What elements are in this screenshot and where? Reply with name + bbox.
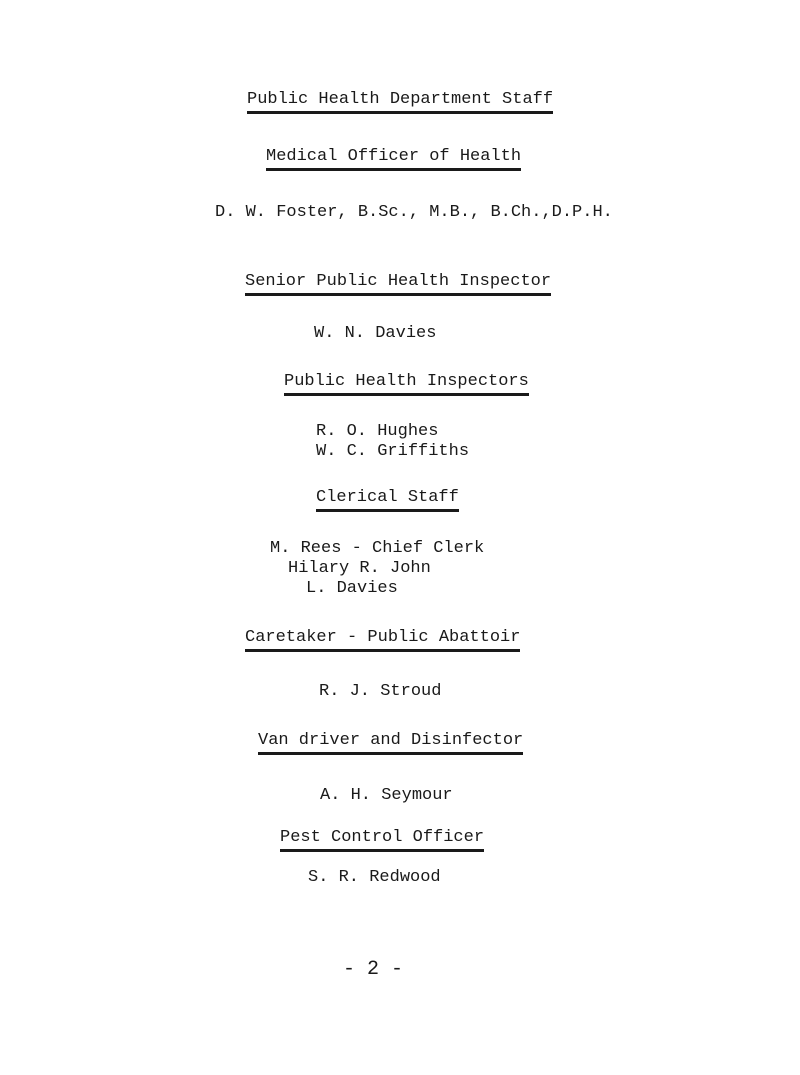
staff-name: W. C. Griffiths (316, 442, 470, 461)
section-heading-van-driver: Van driver and Disinfector (258, 731, 523, 755)
page-number: - 2 - (343, 958, 404, 981)
staff-name: W. N. Davies (314, 324, 437, 343)
staff-name: D. W. Foster, B.Sc., M.B., B.Ch.,D.P.H. (215, 203, 613, 222)
staff-name: R. J. Stroud (319, 682, 442, 701)
section-heading-caretaker: Caretaker - Public Abattoir (245, 628, 520, 652)
staff-name: Hilary R. John (288, 559, 431, 578)
staff-name: M. Rees - Chief Clerk (270, 539, 485, 558)
section-heading-clerical-staff: Clerical Staff (316, 488, 459, 512)
staff-name: S. R. Redwood (308, 868, 441, 887)
section-heading-pest-control: Pest Control Officer (280, 828, 484, 852)
page-title: Public Health Department Staff (247, 90, 553, 114)
staff-name: L. Davies (306, 579, 398, 598)
section-heading-inspectors: Public Health Inspectors (284, 372, 529, 396)
staff-name: R. O. Hughes (316, 422, 439, 441)
staff-name: A. H. Seymour (320, 786, 453, 805)
section-heading-medical-officer: Medical Officer of Health (266, 147, 521, 171)
section-heading-senior-inspector: Senior Public Health Inspector (245, 272, 551, 296)
